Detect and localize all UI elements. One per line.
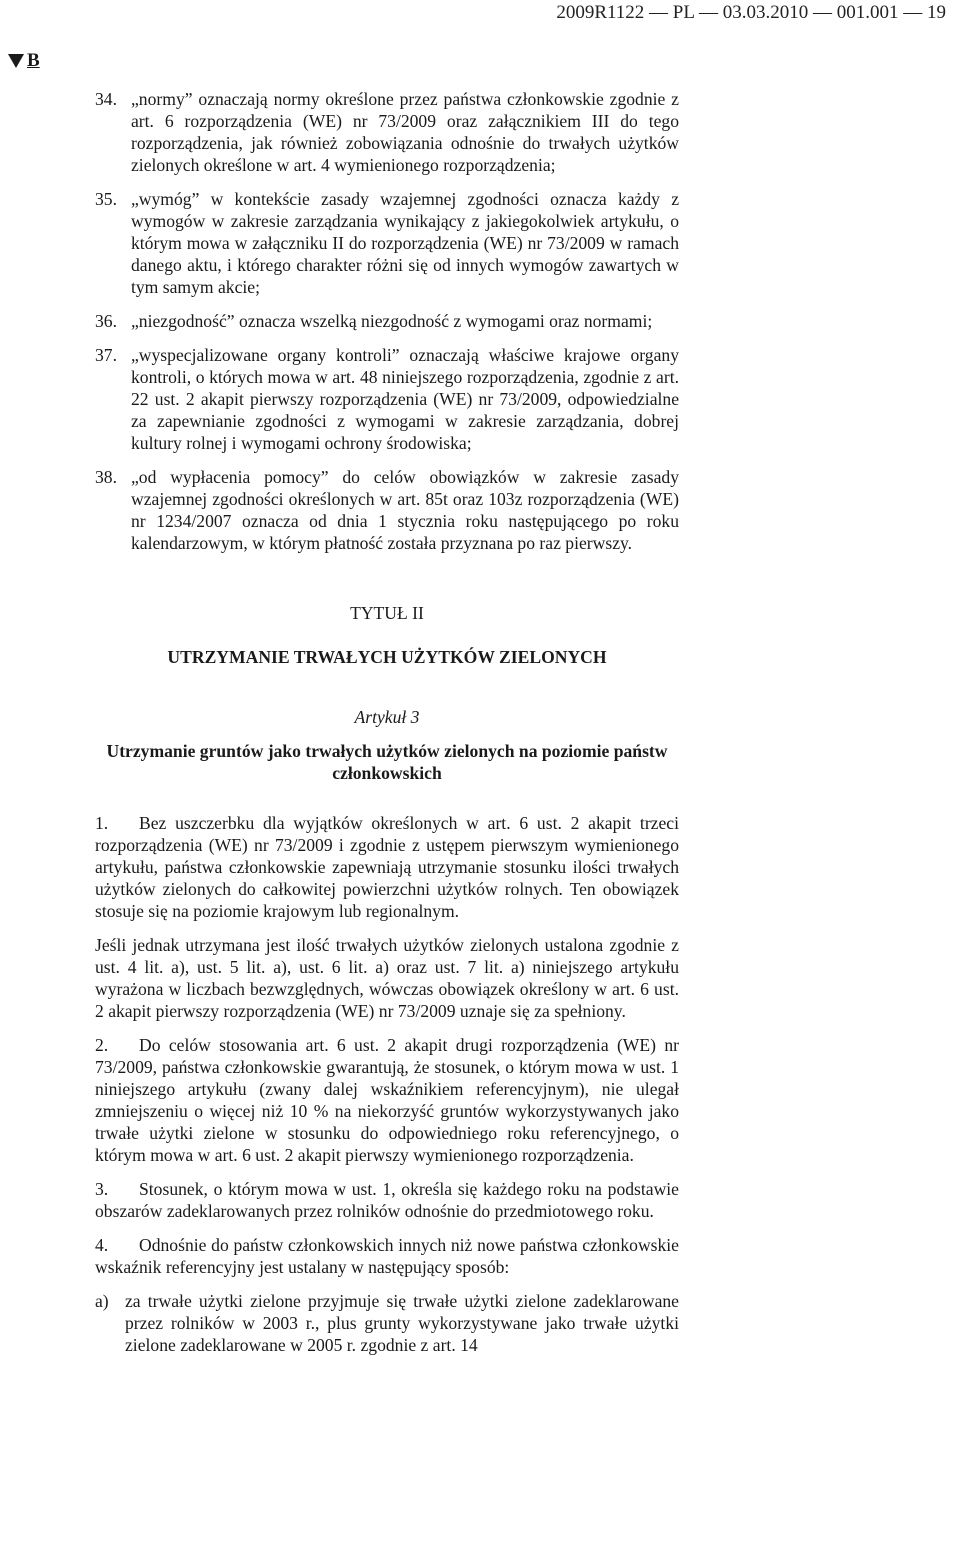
definition-item — [95, 310, 679, 332]
paragraph-text: Stosunek, o którym mowa w ust. 1, określa się każdego roku na podstawie obszarów zadeklarowanych przez rolników odnośnie do przedmiotowego roku. — [95, 1179, 679, 1221]
list-item-text: za trwałe użytki zielone przyjmuje się trwałe użytki zielone zadeklarowane przez rolników w 2003 r., plus grunty wykorzystywane jako trwałe użytki zielone zadeklarowane w 2005 r. zgodnie z art. 14 — [125, 1291, 679, 1355]
title-name: UTRZYMANIE TRWAŁYCH UŻYTKÓW ZIELONYCH — [167, 647, 607, 667]
definition-text: „niezgodność” oznacza wszelką niezgodność z wymogami oraz normami; — [131, 311, 653, 331]
definition-text: „od wypłacenia pomocy” do celów obowiązków w zakresie zasady wzajemnej zgodności określonych w art. 85t oraz 103z rozporządzenia (WE) nr 1234/2007 oznacza od dnia 1 stycznia roku następującego po roku kalendarzowym, w którym płatność została przyznana po raz pierwszy. — [131, 467, 679, 553]
paragraph — [95, 812, 679, 922]
definition-text: „wyspecjalizowane organy kontroli” oznaczają właściwe krajowe organy kontroli, o których mowa w art. 48 niniejszego rozporządzenia, zgodnie z art. 22 ust. 2 akapit pierwszy rozporządzenia (WE) nr 73/2009, odpowiedzialne za zapewnianie zgodności z wymogami w zakresie zarządzania, dobrej kultury rolnej i wymogami ochrony środowiska; — [131, 345, 679, 453]
definition-number: 34. — [95, 89, 117, 109]
marker-letter: B — [27, 50, 40, 71]
definition-text: „wymóg” w kontekście zasady wzajemnej zgodności oznacza każdy z wymogów w zakresie zarządzania wynikający z jakiegokolwiek artykułu, o którym mowa w załączniku II do rozporządzenia (WE) nr 73/2009 w ramach danego aktu, i którego charakter różni się od innych wymogów zawartych w tym samym akcie; — [131, 189, 679, 297]
definition-item — [95, 88, 679, 176]
paragraph-text: Bez uszczerbku dla wyjątków określonych w art. 6 ust. 2 akapit trzeci rozporządzenia (WE) nr 73/2009 i zgodnie z ustępem pierwszym wymienionego artykułu, państwa członkowskie zapewniają utrzymanie stosunku ilości trwałych użytków zielonych do całkowitej powierzchni użytków rolnych. Ten obowiązek stosuje się na poziomie krajowym lub regionalnym. — [95, 813, 679, 921]
paragraph-text: Odnośnie do państw członkowskich innych niż nowe państwa członkowskie wskaźnik referencyjny jest ustalany w następujący sposób: — [95, 1235, 679, 1277]
paragraph — [95, 1178, 679, 1222]
article-label: Artykuł 3 — [354, 707, 420, 727]
list-item — [95, 1290, 679, 1356]
paragraph-number: 2. — [95, 1035, 109, 1055]
page-header: 2009R1122 — PL — 03.03.2010 — 001.001 — 19 — [556, 2, 946, 23]
paragraph-number: 4. — [95, 1235, 109, 1255]
definition-text: „normy” oznaczają normy określone przez państwa członkowskie zgodnie z art. 6 rozporządzenia (WE) nr 73/2009 oraz załącznikiem III do tego rozporządzenia, jak również zobowiązania odnośnie do trwałych użytków zielonych określone w art. 4 wymienionego rozporządzenia; — [131, 89, 679, 175]
amendment-marker[interactable] — [8, 50, 40, 72]
definition-item — [95, 188, 679, 298]
list-item-letter: a) — [95, 1291, 109, 1311]
article-title: Utrzymanie gruntów jako trwałych użytków zielonych na poziomie państw członkowskich — [106, 741, 668, 783]
definition-number: 38. — [95, 467, 117, 487]
paragraph-text: Do celów stosowania art. 6 ust. 2 akapit drugi rozporządzenia (WE) nr 73/2009, państwa członkowskie gwarantują, że stosunek, o którym mowa w ust. 1 niniejszego artykułu (zwany dalej wskaźnikiem referencyjnym), nie ulegał zmniejszeniu o więcej niż 10 % na niekorzyść gruntów wykorzystywanych jako trwałe użytki zielone w stosunku do odpowiedniego roku referencyjnego, o którym mowa w art. 6 ust. 2 akapit pierwszy wymienionego rozporządzenia. — [95, 1035, 679, 1165]
paragraph-text: Jeśli jednak utrzymana jest ilość trwałych użytków zielonych ustalona zgodnie z ust. 4 lit. a), ust. 5 lit. a), ust. 6 lit. a) oraz ust. 7 lit. a) niniejszego artykułu wyrażona w liczbach bezwzględnych, wówczas obowiązek określony w art. 6 ust. 2 akapit pierwszy rozporządzenia (WE) nr 73/2009 uznaje się za spełniony. — [95, 935, 679, 1021]
definition-item — [95, 466, 679, 554]
definition-item — [95, 344, 679, 454]
paragraph-number: 1. — [95, 813, 109, 833]
title-block — [95, 602, 679, 668]
paragraph-number: 3. — [95, 1179, 109, 1199]
triangle-down-icon — [8, 54, 24, 68]
title-label: TYTUŁ II — [350, 603, 424, 623]
paragraph — [95, 1234, 679, 1278]
definition-number: 35. — [95, 189, 117, 209]
paragraph — [95, 934, 679, 1022]
paragraph — [95, 1034, 679, 1166]
definition-number: 37. — [95, 345, 117, 365]
definition-number: 36. — [95, 311, 117, 331]
document-content — [95, 88, 679, 1356]
